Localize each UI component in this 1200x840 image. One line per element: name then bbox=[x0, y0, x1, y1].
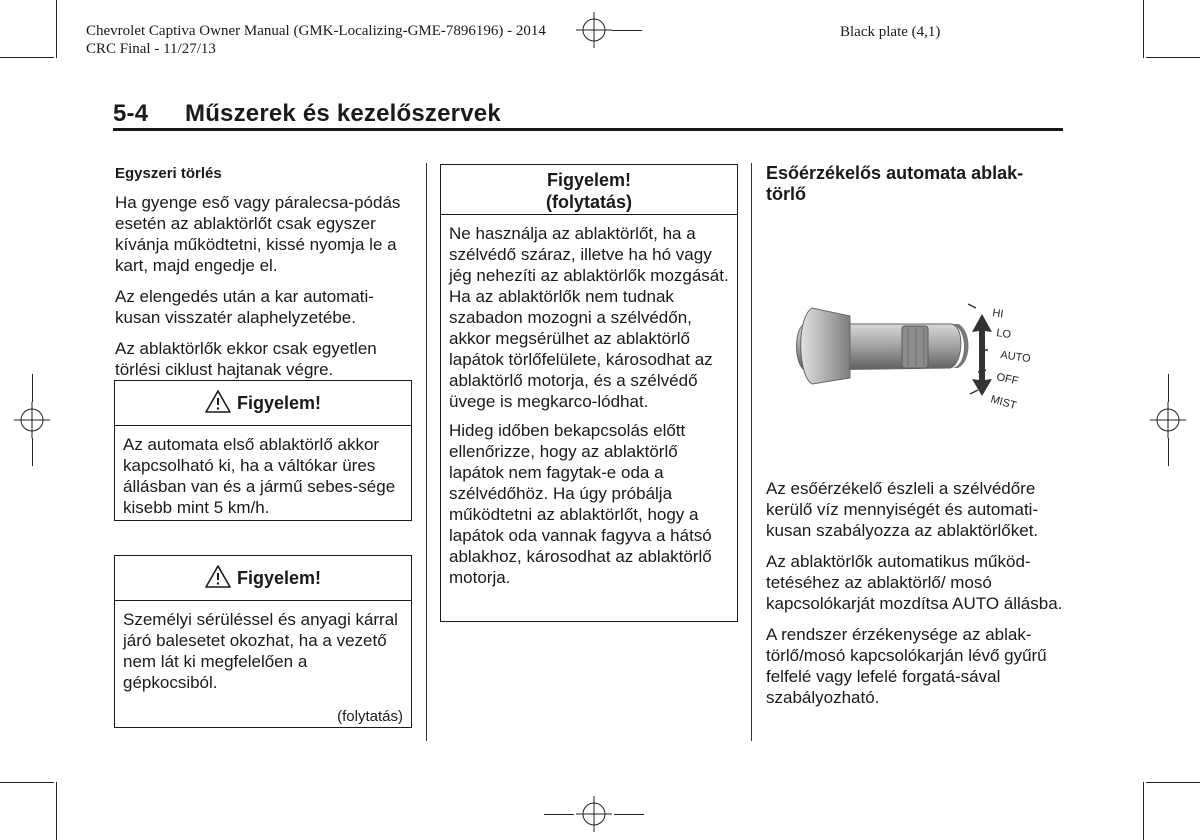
crop-mark bbox=[1146, 782, 1200, 783]
crop-mark bbox=[1146, 57, 1200, 58]
warning-box-continued bbox=[440, 164, 738, 622]
warning-paragraph: Ne használja az ablaktörlőt, ha a szélvédő száraz, illetve ha hó vagy jég nehezíti az ablaktörlők mozgását. Ha az ablaktörlők nem tudnak szabadon mozogni a szélvédőn, akkor megsérülhet az ablaktörlő lapátok törlőfelülete, károsodhat az ablaktörlő motorja, és a szélvédő üvege is megkarco-lódhat. bbox=[449, 224, 729, 411]
subheading-line: törlő bbox=[766, 184, 806, 204]
warning-paragraph: Hideg időben bekapcsolás előtt ellenőrizze, hogy az ablaktörlő lapátok nem fagytak-e oda a szélvédőhöz. Ha úgy próbálja működtetni az ablaktörlőt, hogy a lapátok oda vannak fagyva a hátsó ablakhoz, károsodhat az ablaktörlő motorja. bbox=[449, 421, 712, 587]
warning-text: Személyi sérüléssel és anyagi kárral járó balesetet okozhat, ha a vezető nem lát ki megfelelően a gépkocsiból. bbox=[123, 610, 398, 692]
figure-label: HI bbox=[991, 307, 1005, 321]
plate-label: Black plate (4,1) bbox=[840, 24, 941, 40]
crop-mark bbox=[32, 374, 33, 402]
column-divider bbox=[426, 163, 427, 741]
paragraph: Az elengedés után a kar automati-kusan visszatér alaphelyzetébe. bbox=[115, 287, 374, 327]
warning-box bbox=[114, 380, 412, 521]
wiper-stalk-illustration bbox=[790, 288, 1065, 423]
subheading-line: Esőérzékelős automata ablak- bbox=[766, 163, 1024, 183]
warning-title: Figyelem! bbox=[546, 170, 632, 190]
figure-label: OFF bbox=[995, 371, 1020, 388]
section-title: Műszerek és kezelőszervek bbox=[185, 100, 501, 127]
paragraph: Ha gyenge eső vagy páralecsa-pódás esetén az ablaktörlőt csak egyszer kívánja működtetni, kissé nyomja le a kart, majd engedje el. bbox=[115, 193, 401, 275]
column-3-body bbox=[766, 478, 1066, 718]
column-divider bbox=[751, 163, 752, 741]
crop-mark bbox=[1168, 438, 1169, 466]
crop-mark bbox=[56, 782, 57, 840]
column-1 bbox=[115, 163, 407, 390]
registration-mark-icon bbox=[576, 12, 612, 48]
subheading: Egyszeri törlés bbox=[115, 165, 222, 182]
warning-box bbox=[114, 555, 412, 728]
figure-label: AUTO bbox=[999, 349, 1032, 366]
warning-triangle-icon bbox=[205, 390, 231, 413]
warning-text: Az automata első ablaktörlő akkor kapcsolható ki, ha a váltókar üres állásban van és a jármű sebes-sége kisebb mint 5 km/h. bbox=[123, 435, 396, 517]
paragraph: Az ablaktörlők ekkor csak egyetlen törlési ciklust hajtanak végre. bbox=[115, 339, 377, 379]
registration-mark-icon bbox=[1150, 402, 1186, 438]
crop-mark bbox=[0, 782, 54, 783]
column-3 bbox=[766, 163, 1066, 205]
document-info bbox=[86, 22, 546, 58]
crop-mark bbox=[544, 814, 574, 815]
warning-heading bbox=[115, 556, 411, 601]
title-rule bbox=[113, 128, 1063, 131]
paragraph: Az esőérzékelő észleli a szélvédőre kerülő víz mennyiségét és automati-kusan szabályozza az ablaktörlőket. bbox=[766, 479, 1039, 540]
paragraph: Az ablaktörlők automatikus működ-tetéséhez az ablaktörlő/ mosó kapcsolókarját mozdítsa AUTO állásba. bbox=[766, 552, 1063, 613]
continued-label: (folytatás) bbox=[337, 708, 403, 725]
warning-heading bbox=[441, 165, 737, 215]
document-revision: CRC Final - 11/27/13 bbox=[86, 41, 216, 57]
figure-label: MIST bbox=[989, 393, 1018, 413]
crop-mark bbox=[1143, 0, 1144, 58]
warning-title: Figyelem! bbox=[236, 568, 322, 588]
subheading bbox=[766, 163, 1066, 205]
warning-heading bbox=[115, 381, 411, 426]
registration-mark-icon bbox=[14, 402, 50, 438]
crop-mark bbox=[1168, 374, 1169, 402]
warning-triangle-icon bbox=[205, 565, 231, 588]
crop-mark bbox=[0, 57, 54, 58]
crop-mark bbox=[56, 0, 57, 58]
page-title bbox=[113, 100, 501, 128]
section-number: 5-4 bbox=[113, 100, 149, 127]
paragraph: A rendszer érzékenysége az ablak-törlő/mosó kapcsolókarján lévő gyűrű felfelé vagy lefelé forgatá-sával szabályozható. bbox=[766, 625, 1047, 707]
crop-mark bbox=[32, 438, 33, 466]
registration-mark-icon bbox=[576, 796, 612, 832]
crop-mark bbox=[1143, 782, 1144, 840]
warning-continued-label: (folytatás) bbox=[545, 192, 632, 212]
warning-body bbox=[441, 215, 737, 602]
figure-label: LO bbox=[995, 327, 1012, 342]
crop-mark bbox=[614, 814, 644, 815]
document-title: Chevrolet Captiva Owner Manual (GMK-Localizing-GME-7896196) - 2014 bbox=[86, 23, 546, 39]
warning-title: Figyelem! bbox=[236, 393, 322, 413]
crop-mark bbox=[612, 30, 642, 31]
